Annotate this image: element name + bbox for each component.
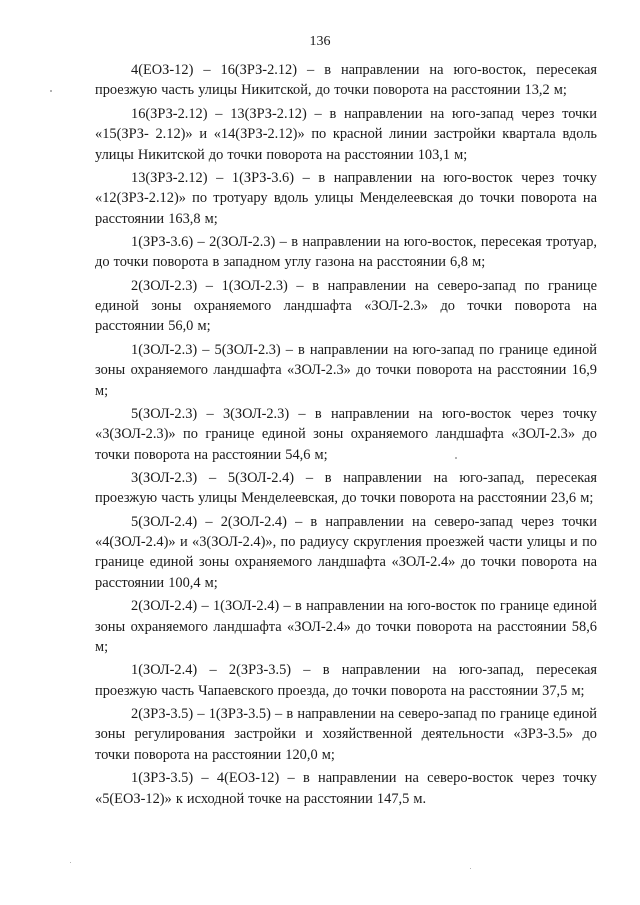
document-body bbox=[95, 60, 597, 812]
paragraph-7: 5(ЗОЛ-2.3) – 3(ЗОЛ-2.3) – в направлении на юго-восток через точку «3(ЗОЛ-2.3)» по границе единой зоны охраняемого ландшафта «ЗОЛ-2.3» до точки поворота на расстоянии 54,6 м; bbox=[95, 405, 597, 463]
scan-speck bbox=[470, 868, 471, 869]
paragraph-3: 13(ЗРЗ-2.12) – 1(ЗРЗ-3.6) – в направлении на юго-восток через точку «12(ЗРЗ-2.12)» по тротуару вдоль улицы Менделеевская до точки поворота на расстоянии 163,8 м; bbox=[95, 169, 597, 227]
paragraph-5: 2(ЗОЛ-2.3) – 1(ЗОЛ-2.3) – в направлении на северо-запад по границе единой зоны охраняемого ландшафта «ЗОЛ-2.3» до точки поворота на расстоянии 56,0 м; bbox=[95, 277, 597, 335]
paragraph-2: 16(ЗРЗ-2.12) – 13(ЗРЗ-2.12) – в направлении на юго-запад через точки «15(ЗРЗ- 2.12)» и «14(ЗРЗ-2.12)» по красной линии застройки квартала вдоль улицы Никитской до точки поворота на расстоянии 103,1 м; bbox=[95, 105, 597, 163]
paragraph-9: 5(ЗОЛ-2.4) – 2(ЗОЛ-2.4) – в направлении на северо-запад через точки «4(ЗОЛ-2.4)» и «3(ЗОЛ-2.4)», по радиусу скругления проезжей части улицы и по границе единой зоны охраняемого ландшафта «ЗОЛ-2.4» до точки поворота на расстоянии 100,4 м; bbox=[95, 513, 597, 591]
scan-speck bbox=[70, 862, 71, 863]
paragraph-12: 2(ЗРЗ-3.5) – 1(ЗРЗ-3.5) – в направлении на северо-запад по границе единой зоны регулирования застройки и хозяйственной деятельности «ЗРЗ-3.5» до точки поворота на расстоянии 120,0 м; bbox=[95, 705, 597, 763]
scan-speck bbox=[455, 457, 457, 459]
paragraph-13: 1(ЗРЗ-3.5) – 4(ЕОЗ-12) – в направлении на северо-восток через точку «5(ЕОЗ-12)» к исходной точке на расстоянии 147,5 м. bbox=[95, 770, 597, 807]
paragraph-1: 4(ЕОЗ-12) – 16(ЗРЗ-2.12) – в направлении на юго-восток, пересекая проезжую часть улицы Никитской, до точки поворота на расстоянии 13,2 м; bbox=[95, 62, 597, 99]
page-number: 136 bbox=[309, 34, 331, 49]
paragraph-4: 1(ЗРЗ-3.6) – 2(ЗОЛ-2.3) – в направлении на юго-восток, пересекая тротуар, до точки поворота в западном углу газона на расстоянии 6,8 м; bbox=[95, 233, 597, 271]
paragraph-8: 3(ЗОЛ-2.3) – 5(ЗОЛ-2.4) – в направлении на юго-запад, пересекая проезжую часть улицы Менделеевская, до точки поворота на расстоянии 23,6 м; bbox=[95, 469, 597, 507]
paragraph-10: 2(ЗОЛ-2.4) – 1(ЗОЛ-2.4) – в направлении на юго-восток по границе единой зоны охраняемого ландшафта «ЗОЛ-2.4» до точки поворота на расстоянии 58,6 м; bbox=[95, 598, 597, 655]
paragraph-11: 1(ЗОЛ-2.4) – 2(ЗРЗ-3.5) – в направлении на юго-запад, пересекая проезжую часть Чапаевского проезда, до точки поворота на расстоянии 37,5 м; bbox=[95, 662, 597, 699]
paragraph-6: 1(ЗОЛ-2.3) – 5(ЗОЛ-2.3) – в направлении на юго-запад по границе единой зоны охраняемого ландшафта «ЗОЛ-2.3» до точки поворота на расстоянии 16,9 м; bbox=[95, 341, 597, 399]
scan-speck bbox=[50, 90, 52, 92]
